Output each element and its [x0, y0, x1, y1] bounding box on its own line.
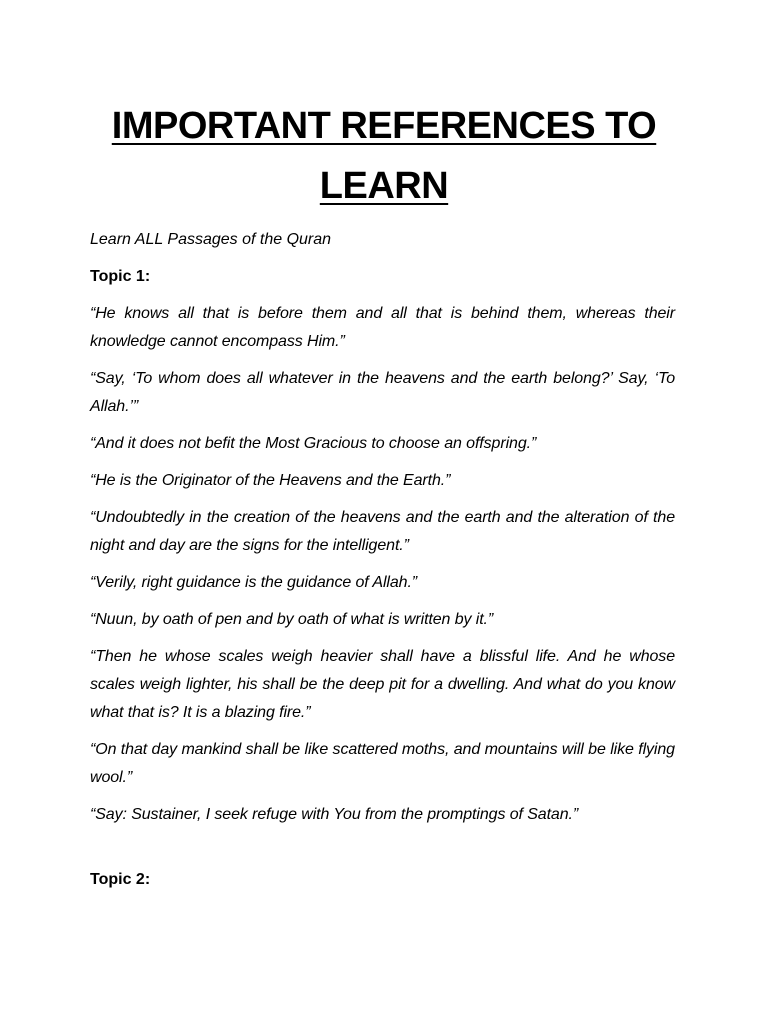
topic-1-quote-list [90, 300, 675, 829]
topic-1-section [90, 263, 675, 829]
quote: “Say, ‘To whom does all whatever in the heavens and the earth belong?’ Say, ‘To Allah.’” [90, 370, 675, 415]
quote: “And it does not befit the Most Gracious to choose an offspring.” [90, 435, 537, 452]
quote: “Verily, right guidance is the guidance of Allah.” [90, 574, 418, 591]
document-body [90, 226, 675, 903]
intro-line: Learn ALL Passages of the Quran [90, 231, 332, 248]
quote: “He is the Originator of the Heavens and the Earth.” [90, 472, 451, 489]
topic-2-heading: Topic 2: [90, 871, 151, 888]
quote: “Then he whose scales weigh heavier shall have a blissful life. And he whose scales weigh lighter, his shall be the deep pit for a dwelling. And what do you know what that is? It is a blazing fire.” [90, 648, 675, 721]
quote: “He knows all that is before them and all that is behind them, whereas their knowledge cannot encompass Him.” [90, 305, 675, 350]
quote: “Undoubtedly in the creation of the heavens and the earth and the alteration of the night and day are the signs for the intelligent.” [90, 509, 675, 554]
document-title: IMPORTANT REFERENCES TO LEARN [111, 105, 657, 207]
quote: “On that day mankind shall be like scattered moths, and mountains will be like flying wool.” [90, 741, 675, 786]
quote: “Say: Sustainer, I seek refuge with You from the promptings of Satan.” [90, 806, 579, 823]
quote: “Nuun, by oath of pen and by oath of what is written by it.” [90, 611, 494, 628]
topic-2-section [90, 866, 675, 894]
topic-1-heading: Topic 1: [90, 268, 151, 285]
